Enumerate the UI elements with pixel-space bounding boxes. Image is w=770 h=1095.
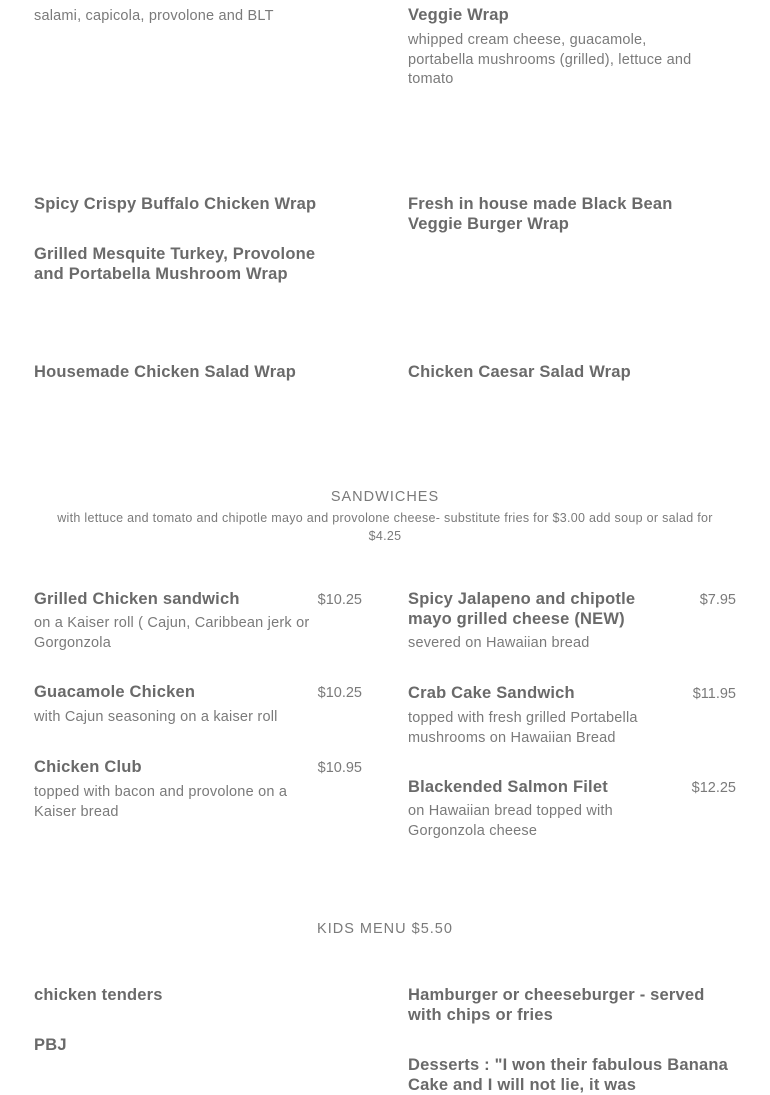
- sandwich-name: Grilled Chicken sandwich: [34, 590, 240, 608]
- sandwich-description: topped with bacon and provolone on a Kaiser bread: [34, 784, 288, 820]
- sandwich-price: $12.25: [691, 780, 736, 796]
- kids-item-name: chicken tenders: [34, 986, 163, 1004]
- sandwich-description: on Hawaiian bread topped with Gorgonzola cheese: [408, 803, 613, 839]
- sandwiches-title: SANDWICHES: [330, 489, 440, 505]
- buffalo-chicken-wrap-name: Spicy Crispy Buffalo Chicken Wrap: [34, 195, 317, 213]
- sandwich-name: Spicy Jalapeno and chipotle mayo grilled cheese (NEW): [408, 590, 636, 628]
- desserts-item-name: Desserts : "I won their fabulous Banana Cake and I will not lie, it was: [408, 1056, 729, 1094]
- kids-item-name: PBJ: [34, 1036, 67, 1054]
- sandwich-name: Chicken Club: [34, 758, 142, 776]
- kids-item-name: Hamburger or cheeseburger - served with chips or fries: [408, 986, 705, 1024]
- sandwich-price: $11.95: [692, 686, 736, 702]
- sandwich-description: severed on Hawaiian bread: [408, 635, 590, 651]
- veggie-wrap-description: whipped cream cheese, guacamole, portabella mushrooms (grilled), lettuce and tomato: [408, 32, 692, 87]
- sandwiches-subtitle: with lettuce and tomato and chipotle mayo and provolone cheese- substitute fries for $3.00 add soup or salad for $4.25: [57, 511, 713, 543]
- sandwich-description: with Cajun seasoning on a kaiser roll: [34, 709, 278, 725]
- sandwich-description: on a Kaiser roll ( Cajun, Caribbean jerk or Gorgonzola: [34, 615, 310, 651]
- wrap-top-left-description: salami, capicola, provolone and BLT: [34, 8, 274, 24]
- sandwich-price: $10.25: [317, 592, 362, 608]
- sandwich-price: $10.25: [317, 685, 362, 701]
- sandwich-price: $10.95: [317, 760, 362, 776]
- turkey-wrap-name: Grilled Mesquite Turkey, Provolone and Portabella Mushroom Wrap: [34, 245, 316, 283]
- sandwich-name: Blackended Salmon Filet: [408, 778, 608, 796]
- kids-menu-title: KIDS MENU $5.50: [317, 921, 453, 937]
- chicken-salad-wrap-name: Housemade Chicken Salad Wrap: [34, 363, 297, 381]
- chicken-caesar-wrap-name: Chicken Caesar Salad Wrap: [408, 363, 631, 381]
- sandwich-name: Crab Cake Sandwich: [408, 684, 575, 702]
- sandwich-description: topped with fresh grilled Portabella mushrooms on Hawaiian Bread: [408, 710, 638, 746]
- veggie-wrap-name: Veggie Wrap: [408, 6, 509, 24]
- black-bean-wrap-name: Fresh in house made Black Bean Veggie Burger Wrap: [408, 195, 673, 233]
- sandwich-price: $7.95: [699, 592, 736, 608]
- sandwich-name: Guacamole Chicken: [34, 683, 196, 701]
